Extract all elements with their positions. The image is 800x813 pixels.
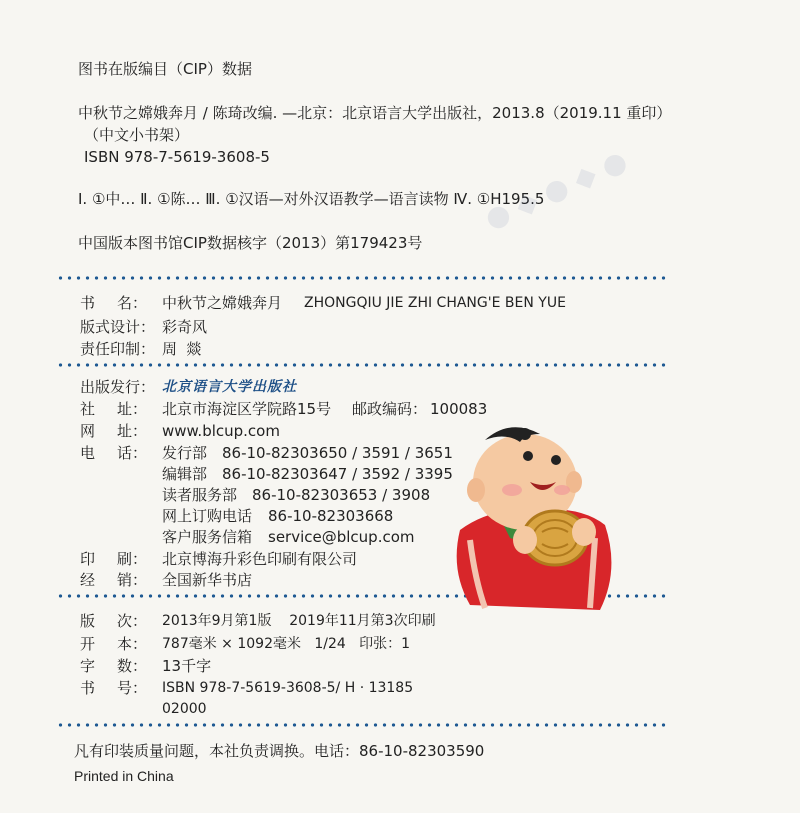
word-count-value: 13千字 [162, 657, 212, 675]
design-label: 版式设计： [80, 318, 156, 336]
print-editor-label: 责任印制： [80, 340, 156, 358]
watermark: ● ◆ ● ◆ ● [479, 143, 632, 236]
distributor-value: 全国新华书店 [162, 571, 253, 589]
phone-number: 86-10-82303647 / 3592 / 3395 [222, 465, 453, 483]
publisher-brand: 北京语言大学出版社 [162, 379, 297, 395]
format-value: 787毫米 × 1092毫米 1/24 印张：1 [162, 636, 411, 652]
email-label: 客户服务信箱 [162, 528, 253, 546]
edition-value: 2013年9月第1版 2019年11月第3次印刷 [162, 613, 436, 629]
postal-value: 100083 [430, 400, 488, 418]
dotted-divider [56, 723, 668, 727]
book-title-row [80, 294, 147, 312]
book-number-value-2: 02000 [162, 701, 207, 717]
book-number-label: 书 号： [80, 679, 148, 697]
book-title-label-2: 名： [117, 294, 148, 312]
cip-record: 中国版本图书馆CIP数据核字（2013）第179423号 [78, 234, 423, 252]
cip-isbn: ISBN 978-7-5619-3608-5 [84, 148, 270, 166]
printer-value: 北京博海升彩色印刷有限公司 [162, 550, 358, 568]
phone-number: 86-10-82303653 / 3908 [252, 486, 431, 504]
phone-number: 86-10-82303668 [268, 507, 394, 525]
book-title-pinyin: ZHONGQIU JIE ZHI CHANG'E BEN YUE [304, 295, 566, 311]
design-value: 彩奇风 [162, 318, 208, 336]
phone-dept: 网上订购电话 [162, 507, 253, 525]
print-editor-value: 周 燚 [162, 340, 202, 358]
publisher-label: 出版发行： [80, 378, 156, 396]
book-title: 中秋节之嫦娥奔月 [162, 294, 283, 312]
book-title-label: 书 [80, 294, 96, 312]
edition-label: 版 次： [80, 612, 148, 630]
address-label: 社 址： [80, 400, 148, 418]
word-count-label: 字 数： [80, 657, 148, 675]
cip-line-2: （中文小书架） [84, 126, 190, 144]
postal-label: 邮政编码： [352, 400, 428, 418]
phone-number: 86-10-82303650 / 3591 / 3651 [222, 444, 453, 462]
book-number-value: ISBN 978-7-5619-3608-5/ H · 13185 [162, 680, 414, 696]
quality-notice: 凡有印装质量问题，本社负责调换。电话：86-10-82303590 [74, 742, 485, 760]
dotted-divider [56, 276, 668, 280]
phone-dept: 读者服务部 [162, 486, 238, 504]
distributor-label: 经 销： [80, 571, 148, 589]
website-label: 网 址： [80, 422, 148, 440]
website-link[interactable]: www.blcup.com [162, 422, 280, 440]
phone-label: 电 话： [80, 444, 148, 462]
format-label: 开 本： [80, 635, 148, 653]
email-link[interactable]: service@blcup.com [268, 528, 415, 546]
phone-dept: 编辑部 [162, 465, 208, 483]
cip-title: 图书在版编目（CIP）数据 [78, 60, 252, 78]
dotted-divider [56, 363, 668, 367]
phone-dept: 发行部 [162, 444, 208, 462]
address-value: 北京市海淀区学院路15号 [162, 400, 332, 418]
printed-in: Printed in China [74, 768, 174, 784]
printer-label: 印 刷： [80, 550, 148, 568]
child-mooncake-illustration [430, 420, 630, 620]
cip-classification: Ⅰ. ①中… Ⅱ. ①陈… Ⅲ. ①汉语—对外汉语教学—语言读物 Ⅳ. ①H195.5 [78, 190, 545, 208]
cip-line-1: 中秋节之嫦娥奔月 / 陈琦改编. —北京：北京语言大学出版社，2013.8（2019.11 重印） [78, 104, 672, 122]
